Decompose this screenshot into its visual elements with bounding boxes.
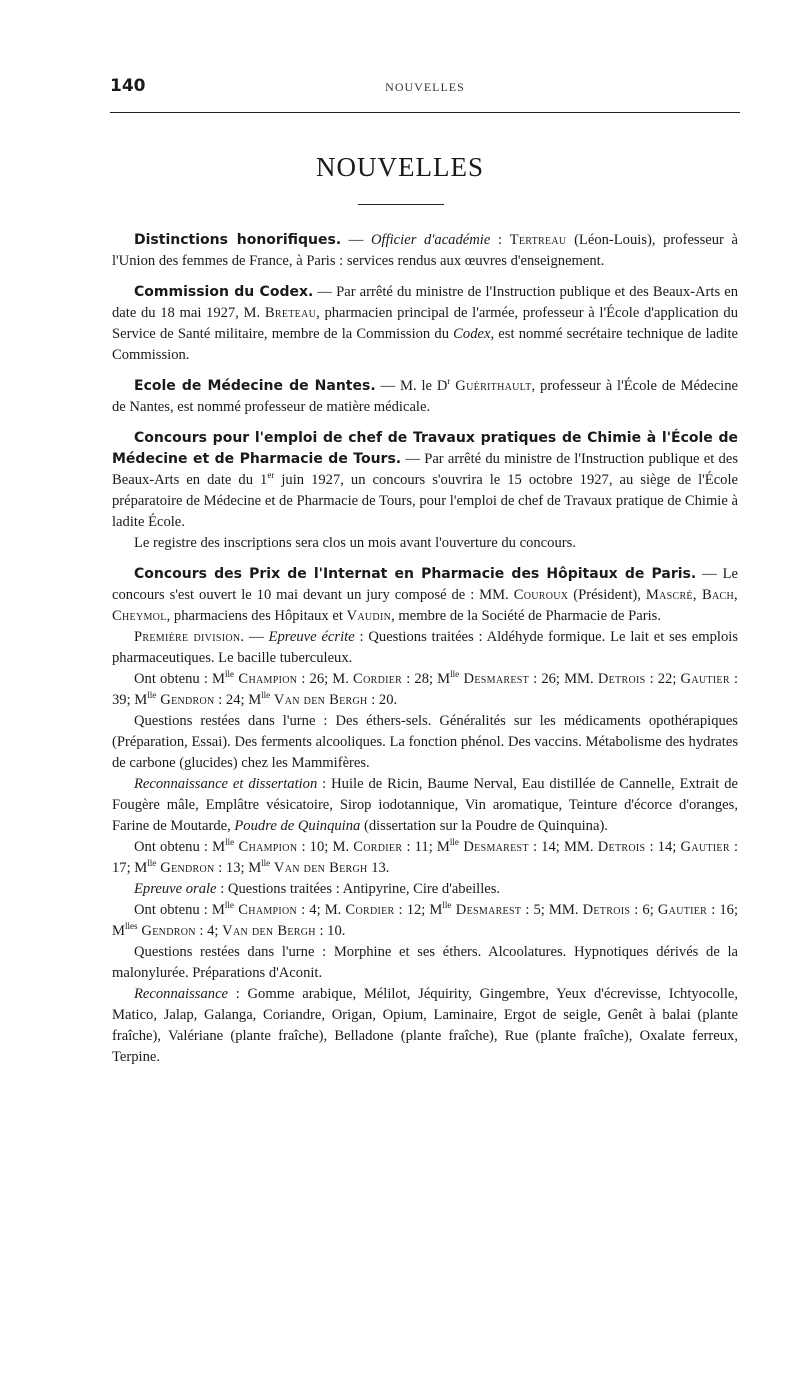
ecrite-paragraph: Première division. — Epreuve écrite : Questions traitées : Aldéhyde formique. Le lait et ses emplois pharmaceutiques. Le bacille tuberculeux. — [112, 629, 738, 666]
page-header — [110, 76, 740, 100]
results-orale: Ont obtenu : $M^{lle}$ Champion : 4; M. Cordier : 12; $M^{lle}$ Desmarest : 5; MM. Detrois : 6; Gautier : 16; $M^{lles}$ Gendron : 4; Van den Bergh : 10. — [112, 900, 739, 939]
tours-registre: Le registre des inscriptions sera clos un mois avant l'ouverture du concours. — [134, 535, 576, 551]
distinctions-paragraph: Distinctions honorifiques. — Officier d'académie : Tertreau (Léon-Louis), professeur à l'Union des femmes de France, à Paris : services rendus aux œuvres d'enseignement. — [112, 232, 739, 269]
person-name: Tertreau — [509, 232, 567, 248]
running-head: NOUVELLES — [385, 80, 465, 94]
questions-restees-2: Questions restées dans l'urne : Morphine et ses éthers. Alcoolatures. Hypnotiques dérivés de la malonylurée. Préparations d'Aconit. — [112, 944, 738, 981]
tours-paragraph: Concours pour l'emploi de chef de Travaux pratiques de Chimie à l'École de Médecine et de Pharmacie de Tours. — Par arrêté du ministre de l'Instruction publique et des Beaux-Arts en date du 1er juin 1927, un concours s'ouvrira le 15 octobre 1927, au siège de l'École préparatoire de Médecine et de Pharmacie de Tours, pour l'emploi de chef de Travaux pratique de Chimie à ladite École. — [112, 430, 738, 530]
internat-paragraph: Concours des Prix de l'Internat en Pharmacie des Hôpitaux de Paris. — Le concours s'est ouvert le 10 mai devant un jury composé de : MM. Couroux (Président), Mascré, Bach, Cheymol, pharmaciens des Hôpitaux et Vaudin, membre de la Société de Pharmacie de Paris. — [112, 566, 738, 624]
epreuve-orale: Epreuve orale : Questions traitées : Antipyrine, Cire d'abeilles. — [134, 881, 501, 897]
person-name: Guérithault — [455, 378, 532, 394]
tours-heading: Concours pour l'emploi de chef de Travaux pratiques de Chimie à l'École de Médecine et de Pharmacie de Tours. — [112, 430, 738, 467]
header-rule — [110, 112, 740, 113]
reconnaissance-dissertation: Reconnaissance et dissertation : Huile de Ricin, Baume Nerval, Eau distillée de Cannelle, Extrait de Fougère mâle, Emplâtre vésicatoire, Sirop iodotannique, Vin aromatique, Teinture d'écorce d'oranges, Farine de Moutarde, Poudre de Quinquina (dissertation sur la Poudre de Quinquina). — [112, 776, 738, 834]
page-title: NOUVELLES — [316, 152, 484, 182]
title-rule — [358, 204, 444, 205]
results-ecrite: Ont obtenu : $M^{lle}$ Champion : 26; M. Cordier : 28; $M^{lle}$ Desmarest : 26; MM. Detrois : 22; Gautier : 39; $M^{lle}$ Gendron : 24; $M^{lle}$ Van den Bergh : 20. — [112, 669, 738, 708]
nantes-heading: Ecole de Médecine de Nantes. — [134, 378, 376, 394]
codex-heading: Commission du Codex. — [134, 284, 314, 300]
division-label: Première division. — [134, 629, 245, 645]
nantes-paragraph: Ecole de Médecine de Nantes. — M. le $D^r$ Guérithault, professeur à l'École de Médecine de Nantes, est nommé professeur de matière médicale. — [112, 376, 738, 415]
page-number: 140 — [110, 76, 146, 96]
results-dissertation: Ont obtenu : $M^{lle}$ Champion : 10; M. Cordier : 11; $M^{lle}$ Desmarest : 14; MM. Detrois : 14; Gautier : 17; $M^{lle}$ Gendron : 13; $M^{lle}$ Van den Bergh 13. — [112, 837, 738, 876]
distinctions-heading: Distinctions honorifiques. — [134, 232, 342, 248]
questions-restees-1: Questions restées dans l'urne : Des éthers-sels. Généralités sur les médicaments opothérapiques (Préparation, Essai). Des ferments alcooliques. La fonction phénol. Des vaccins. Métabolisme des hydrates de carbone (glucides) chez les Mammifères. — [112, 713, 738, 771]
officier-academie: Officier d'académie — [370, 232, 491, 248]
internat-heading: Concours des Prix de l'Internat en Pharmacie des Hôpitaux de Paris. — [134, 566, 697, 582]
codex-paragraph: Commission du Codex. — Par arrêté du ministre de l'Instruction publique et des Beaux-Arts en date du 18 mai 1927, M. Breteau, pharmacien principal de l'armée, professeur à l'École d'application du Service de Santé militaire, membre de la Commission du Codex, est nommé secrétaire technique de ladite Commission. — [112, 284, 739, 363]
article-body — [112, 230, 738, 1068]
person-name: Breteau — [264, 305, 317, 321]
reconnaissance-paragraph: Reconnaissance : Gomme arabique, Mélilot, Jéquirity, Gingembre, Yeux d'écrevisse, Ichtyocolle, Matico, Jalap, Galanga, Coriandre, Origan, Opium, Laminaire, Ergot de seigle, Genêt à balai (plante fraîche), Valériane (plante fraîche), Belladone (plante fraîche), Rue (plante fraîche), Oxalate ferreux, Terpine. — [112, 986, 738, 1065]
